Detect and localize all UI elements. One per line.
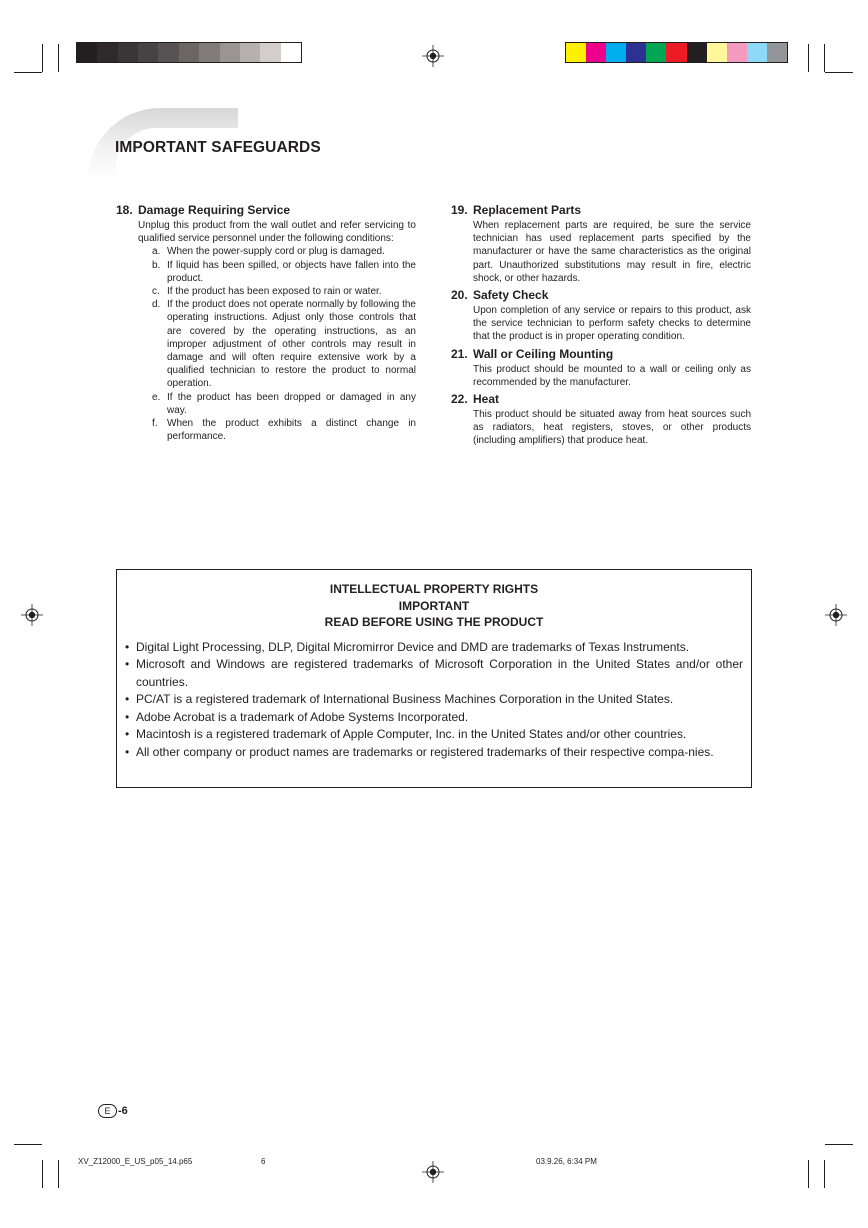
section-title: Damage Requiring Service (138, 203, 291, 217)
registration-mark-icon (422, 45, 444, 67)
trademark-list (125, 639, 743, 762)
section-replacement-parts (451, 203, 751, 285)
color-swatch (747, 43, 767, 62)
trademark-item: • PC/AT is a registered trademark of International Business Machines Corporation in the United States. (125, 691, 743, 709)
list-text: When the product exhibits a distinct change in performance. (167, 418, 416, 443)
left-column (116, 203, 416, 446)
ip-heading (117, 581, 751, 631)
list-item (152, 298, 416, 390)
gray-swatch (240, 43, 260, 62)
crop-mark (58, 44, 59, 72)
color-calibration-bar (565, 42, 788, 63)
list-item (152, 245, 416, 258)
slug-timestamp: 03.9.26, 6:34 PM (536, 1157, 597, 1166)
crop-mark (825, 72, 853, 73)
crop-mark (824, 1160, 825, 1188)
list-text: If liquid has been spilled, or objects have fallen into the product. (167, 259, 416, 284)
ip-heading-line: READ BEFORE USING THE PRODUCT (324, 615, 544, 629)
gray-calibration-bar (76, 42, 302, 63)
trademark-item: • Microsoft and Windows are registered trademarks of Microsoft Corporation in the United States and/or other countries. (125, 656, 743, 691)
section-body: This product should be situated away from heat sources such as radiators, heat registers, stoves, or other products (including amplifiers) that produce heat. (473, 409, 751, 447)
section-body: This product should be mounted to a wall or ceiling only as recommended by the manufacturer. (473, 363, 751, 388)
section-heading (451, 288, 751, 303)
color-swatch (646, 43, 666, 62)
trademark-item: • All other company or product names are trademarks or registered trademarks of their respective compa-nies. (125, 744, 743, 762)
section-number: 19. (451, 203, 468, 217)
section-title: Wall or Ceiling Mounting (473, 346, 614, 361)
list-item (152, 259, 416, 285)
right-column (451, 203, 751, 451)
color-swatch (727, 43, 747, 62)
ip-heading-line: INTELLECTUAL PROPERTY RIGHTS (329, 582, 539, 596)
color-swatch (767, 43, 787, 62)
crop-mark (58, 1160, 59, 1188)
color-swatch (666, 43, 686, 62)
gray-swatch (118, 43, 138, 62)
section-title: Heat (473, 392, 500, 407)
list-item (152, 417, 416, 443)
section-title: Safety Check (473, 288, 549, 303)
registration-mark-icon (825, 604, 847, 626)
crop-mark (824, 44, 825, 72)
header-swoosh-mask (116, 128, 416, 188)
section-number: 21. (451, 346, 468, 361)
condition-list (152, 245, 416, 443)
list-letter: a. (152, 246, 161, 258)
gray-swatch (199, 43, 219, 62)
list-letter: b. (152, 259, 161, 271)
trademark-item: • Digital Light Processing, DLP, Digital Micromirror Device and DMD are trademarks of Texas Instruments. (125, 639, 743, 657)
section-number: 22. (451, 392, 468, 407)
section-safety-check (451, 288, 751, 344)
color-swatch (707, 43, 727, 62)
intellectual-property-box (116, 569, 752, 788)
page-number-text: -6 (118, 1105, 128, 1117)
color-swatch (687, 43, 707, 62)
section-title: Replacement Parts (473, 203, 582, 217)
gray-swatch (77, 43, 97, 62)
crop-mark (14, 72, 42, 73)
color-swatch (626, 43, 646, 62)
section-damage-requiring-service (116, 203, 416, 443)
crop-mark (14, 1144, 42, 1145)
registration-mark-icon (422, 1161, 444, 1183)
section-heading (451, 347, 751, 362)
crop-mark (808, 1160, 809, 1188)
list-text: If the product has been dropped or damaged in any way. (167, 391, 416, 416)
gray-swatch (220, 43, 240, 62)
crop-mark (825, 1144, 853, 1145)
section-heat (451, 392, 751, 448)
ip-heading-line: IMPORTANT (398, 598, 470, 613)
slug-file-name: XV_Z12000_E_US_p05_14.p65 (78, 1157, 193, 1166)
crop-mark (808, 44, 809, 72)
gray-swatch (97, 43, 117, 62)
list-item (152, 391, 416, 417)
language-badge: E (98, 1104, 117, 1118)
crop-mark (42, 44, 43, 72)
list-letter: d. (152, 299, 161, 311)
color-swatch (586, 43, 606, 62)
page-number (98, 1104, 128, 1118)
list-text: When the power-supply cord or plug is damaged. (167, 246, 385, 258)
section-heading (116, 203, 416, 218)
section-heading (451, 203, 751, 218)
list-letter: f. (152, 418, 158, 430)
section-intro: Unplug this product from the wall outlet and refer servicing to qualified service personnel under the following conditions: (138, 220, 416, 245)
registration-mark-icon (21, 604, 43, 626)
section-number: 18. (116, 203, 133, 217)
trademark-item: • Adobe Acrobat is a trademark of Adobe Systems Incorporated. (125, 709, 743, 727)
section-number: 20. (451, 288, 468, 303)
crop-mark (42, 1160, 43, 1188)
gray-swatch (138, 43, 158, 62)
list-letter: e. (152, 391, 161, 403)
section-wall-ceiling-mounting (451, 347, 751, 389)
gray-swatch (281, 43, 301, 62)
list-text: If the product has been exposed to rain or water. (167, 286, 382, 298)
section-heading (451, 392, 751, 407)
color-swatch (606, 43, 626, 62)
list-text: If the product does not operate normally by following the operating instructions. Adjust only those controls that are covered by the operating instructions, as an improper adjustment of other controls may result in damage and will often require extensive work by a qualified technician to restore the product to normal operation. (167, 299, 416, 390)
page-title: IMPORTANT SAFEGUARDS (115, 139, 321, 156)
slug-file-page: 6 (261, 1157, 266, 1166)
gray-swatch (179, 43, 199, 62)
gray-swatch (260, 43, 280, 62)
section-body: When replacement parts are required, be sure the service technician has used replacement parts specified by the manufacturer or have the same characteristics as the original part. Unauthorized substitutions may result in fire, electric shock, or other hazards. (473, 220, 751, 284)
list-item (152, 285, 416, 298)
gray-swatch (158, 43, 178, 62)
list-letter: c. (152, 286, 160, 298)
trademark-item: • Macintosh is a registered trademark of Apple Computer, Inc. in the United States and/or other countries. (125, 726, 743, 744)
section-body: Upon completion of any service or repairs to this product, ask the service technician to perform safety checks to determine that the product is in proper operating condition. (473, 305, 751, 343)
color-swatch (566, 43, 586, 62)
